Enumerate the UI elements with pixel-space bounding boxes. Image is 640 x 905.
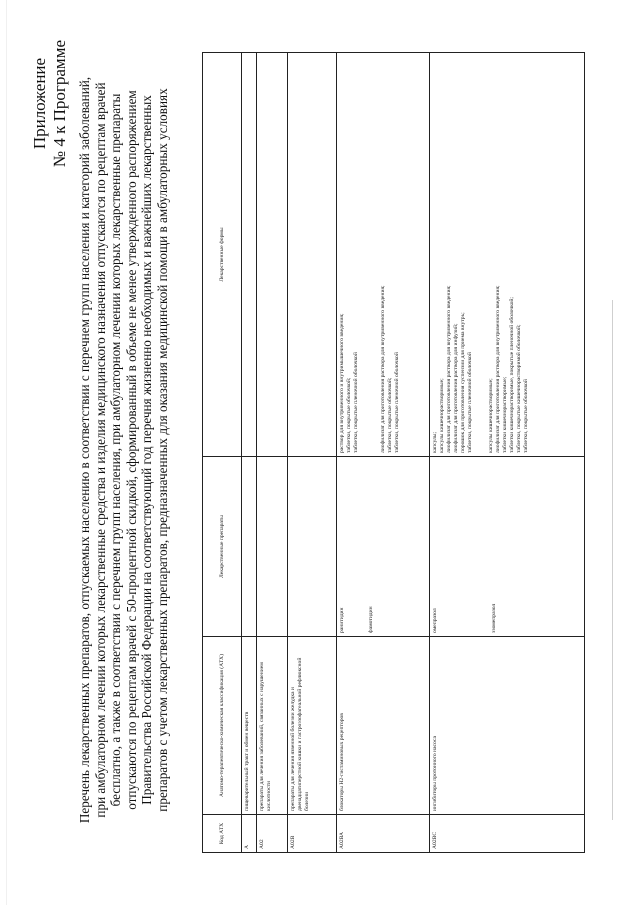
drug-omeprazole: омепразол [432, 608, 438, 633]
scan-edge-left [6, 0, 7, 905]
drug-ranitidine: ранитидин [339, 607, 345, 633]
appendix-line1: Приложение [30, 57, 49, 150]
cell-drug [337, 457, 430, 637]
form-line: капсулы; [432, 431, 438, 453]
table-header-row [203, 53, 242, 853]
form-line: капсулы кишечнорастворимые; [488, 378, 494, 453]
form-line: таблетки кишечнорастворимые, покрытые пленочной оболочкой; [509, 297, 515, 453]
table-row [242, 53, 257, 853]
cell-code: А [242, 815, 257, 853]
forms-omeprazole [432, 56, 474, 453]
forms-ranitidine [339, 56, 360, 453]
cell-class: пищеварительный тракт и обмен веществ [242, 637, 257, 815]
form-line: лиофилизат для приготовления раствора для внутривенного введения; [446, 285, 452, 453]
form-line: таблетки кишечнорастворимые; [502, 376, 508, 453]
header-code: Код АТХ [203, 815, 242, 853]
cell-forms [288, 53, 337, 457]
cell-class: препараты для лечения заболеваний, связанных с нарушением кислотности [257, 637, 288, 815]
cell-drug [288, 457, 337, 637]
cell-forms [430, 53, 585, 457]
form-line: таблетки, покрытые пленочной оболочкой [394, 352, 400, 453]
cell-drug [242, 457, 257, 637]
form-line: таблетки, покрытые пленочной оболочкой [467, 352, 473, 453]
form-line: лиофилизат для приготовления раствора для внутривенного введения; [380, 285, 386, 453]
cell-forms [257, 53, 288, 457]
document-title: Перечень лекарственных препаратов, отпускаемых населению в соответствии с перечнем групп населения и категорий заболеваний, при амбулаторном лечении которых лекарственные средства и изделия медицинского назначения отпускаются по рецептам врачей бесплатно, а также в соответствии с перечнем групп населения, при амбулаторном лечении которых лекарственные препараты отпускаются по рецептам врачей с 50-процентной скидкой, сформированный в объеме не менее утвержденного распоряжением Правительства Российской Федерации на соответствующий год перечня жизненно необходимых и важнейших лекарственных препаратов с учетом лекарственных препаратов, предназначенных для оказания медицинской помощи в амбулаторных условиях [77, 76, 170, 824]
form-line: таблетки, покрытые кишечнорастворимой оболочкой; [516, 324, 522, 453]
cell-code: А02ВС [430, 815, 585, 853]
form-line: таблетки, покрытые пленочной оболочкой [353, 352, 359, 453]
form-line: таблетки, покрытые оболочкой [523, 379, 529, 453]
form-line: капсулы кишечнорастворимые; [439, 378, 445, 453]
drug-esomeprazole: эзомепразол [491, 603, 497, 633]
cell-class: препараты для лечения язвенной болезни желудка и двенадцатиперстной кишки и гастроэзофагеальной рефлюксной болезни [288, 637, 337, 815]
rotated-page [30, 30, 590, 875]
forms-famotidine [380, 56, 401, 453]
table-row [288, 53, 337, 853]
table-row [430, 53, 585, 853]
header-forms: Лекарственные формы [203, 53, 242, 457]
cell-drug [257, 457, 288, 637]
cell-forms [242, 53, 257, 457]
cell-code: А02ВА [337, 815, 430, 853]
forms-esomeprazole [488, 56, 530, 453]
form-line: таблетки, покрытые оболочкой; [346, 377, 352, 453]
form-line: таблетки, покрытые оболочкой; [387, 377, 393, 453]
form-line: лиофилизат для приготовления раствора для внутривенного введения; [495, 285, 501, 453]
cell-forms [337, 53, 430, 457]
cell-code: А02В [288, 815, 337, 853]
cell-class: ингибиторы протонного насоса [430, 637, 585, 815]
form-line: раствор для внутривенного и внутримышечного введения; [339, 313, 345, 453]
header-drugs: Лекарственные препараты [203, 457, 242, 637]
scan-edge-right [612, 300, 613, 820]
table-row [337, 53, 430, 853]
cell-class: блокаторы Н2-гистаминовых рецепторов [337, 637, 430, 815]
form-line: порошок для приготовления суспензии для приема внутрь; [460, 312, 466, 453]
form-line: лиофилизат для приготовления раствора для инфузий; [453, 323, 459, 453]
table-row [257, 53, 288, 853]
cell-drug [430, 457, 585, 637]
appendix-heading [30, 40, 70, 167]
drug-famotidine: фамотидин [368, 606, 374, 633]
header-classification: Анатомо-терапевтическо-химическая классификация (АТХ) [203, 637, 242, 815]
appendix-line2: № 4 к Программе [50, 40, 69, 168]
atx-table [202, 52, 585, 853]
cell-code: А02 [257, 815, 288, 853]
